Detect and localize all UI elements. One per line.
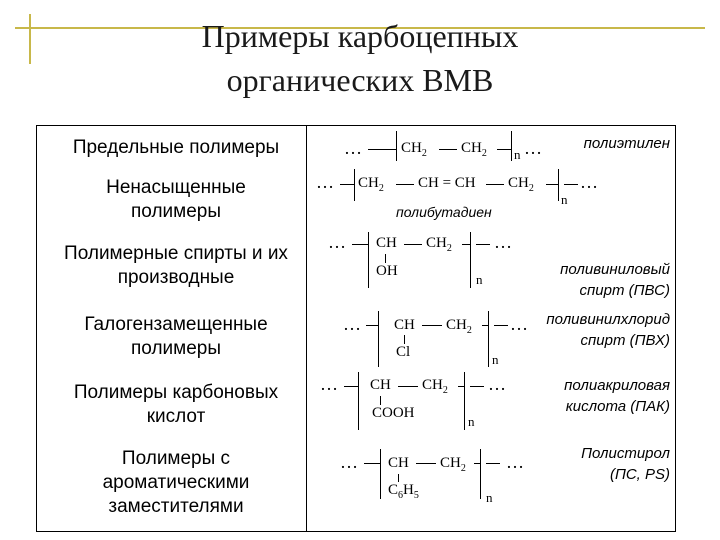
category-line: Полимерные спирты и их [64,243,288,264]
bond-line [404,335,405,344]
note-line: спирт (ПВХ) [580,332,670,349]
bond-line [486,463,500,464]
substituent: $C_6H_5$ [388,482,419,501]
category-alcohols [36,242,316,290]
bond-line [368,149,396,150]
note-pvc [546,309,670,351]
formula-atom: $CH_2$ [461,140,487,159]
bracket-right [480,449,481,499]
repeat-n: n [561,192,568,207]
bond-line [344,386,358,387]
dots-right: … [488,374,506,394]
note-pvs [560,259,670,301]
note-line: спирт (ПВС) [579,282,670,299]
note-line: кислота (ПАК) [565,398,670,415]
bond-line [476,244,490,245]
formula-atom: CH [370,377,391,393]
formula-atom: CH [376,235,397,251]
title-line-1: Примеры карбоцепных [201,18,519,54]
formula-atom: $CH_2$ [508,175,534,194]
formula-atom: CH [388,455,409,471]
formula-atom: $CH_2$ [426,235,452,254]
bond-line [385,254,386,263]
repeat-n: n [514,147,521,162]
note-polybutadiene: полибутадиен [396,204,492,220]
dots-right: … [506,452,524,472]
category-line: заместителями [108,496,244,517]
note-line: Полистирол [581,445,670,462]
bond-line [497,149,511,150]
note-polyethylene [584,133,670,154]
category-carboxylic [36,381,316,429]
bracket-left [380,449,381,499]
note-line: (ПС, PS) [609,466,670,483]
category-saturated [36,136,316,160]
bracket-right [511,131,512,161]
bracket-right [464,372,465,430]
note-line: поливиниловый [560,261,670,278]
category-line: полимеры [131,338,221,359]
bond-line [470,386,484,387]
category-unsaturated [36,176,316,224]
dots-left: … [343,314,361,334]
dots-left: … [340,452,358,472]
formula-atom: $CH_2$ [440,455,466,474]
repeat-n: n [486,490,493,505]
category-line: Полимеры с [121,448,231,469]
bracket-left [378,311,379,367]
category-aromatic [36,447,316,519]
category-line: кислот [146,406,206,427]
bond-line [396,184,414,185]
note-line: полиэтилен [583,135,670,152]
repeat-n: n [468,414,475,429]
dots-right: … [580,172,598,192]
repeat-n: n [492,352,499,367]
bond-line [398,386,418,387]
bond-line [422,325,442,326]
formula-atom: CH [394,317,415,333]
category-halogenated [36,313,316,361]
bond-line [486,184,504,185]
bond-line [546,184,558,185]
bond-line [416,463,436,464]
bracket-right [558,169,559,201]
bond-line [352,244,368,245]
bond-line [340,184,354,185]
note-pak [564,375,670,417]
category-line: Полимеры карбоновых [73,382,279,403]
dots-right: … [510,314,528,334]
slide-title [60,14,660,102]
formula-mid: CH = CH [418,175,476,191]
note-line: полиакриловая [564,377,670,394]
bracket-left [396,131,397,161]
category-line: Галогензамещенные [84,314,268,335]
bracket-left [358,372,359,430]
category-line: полимеры [131,201,221,222]
category-line: производные [117,267,235,288]
bond-line [494,325,508,326]
bond-line [366,325,378,326]
note-polystyrene [581,443,670,485]
dots-left: … [344,138,362,158]
bond-line [380,396,381,405]
bracket-right [488,311,489,367]
dots-left: … [328,232,346,252]
bracket-left [368,232,369,288]
dots-right: … [524,138,542,158]
repeat-n: n [476,272,483,287]
category-line: Предельные полимеры [72,137,280,158]
dots-left: … [316,172,334,192]
category-line: Ненасыщенные [106,177,246,198]
formula-atom: $CH_2$ [358,175,384,194]
bond-line [564,184,578,185]
bond-line [364,463,380,464]
formula-atom: $CH_2$ [422,377,448,396]
bond-line [462,244,470,245]
formula-atom: $CH_2$ [401,140,427,159]
category-line: ароматическими [102,472,250,493]
bracket-right [470,232,471,288]
note-line: поливинилхлорид [546,311,670,328]
bracket-left [354,169,355,201]
title-line-2: органических ВМВ [226,62,494,98]
substituent: OH [376,263,398,279]
decorative-vertical-line [29,14,31,64]
bond-line [404,244,422,245]
dots-left: … [320,374,338,394]
dots-right: … [494,232,512,252]
bond-line [398,474,399,482]
substituent: COOH [372,405,415,421]
bond-line [439,149,457,150]
substituent: Cl [396,344,411,360]
formula-atom: $CH_2$ [446,317,472,336]
